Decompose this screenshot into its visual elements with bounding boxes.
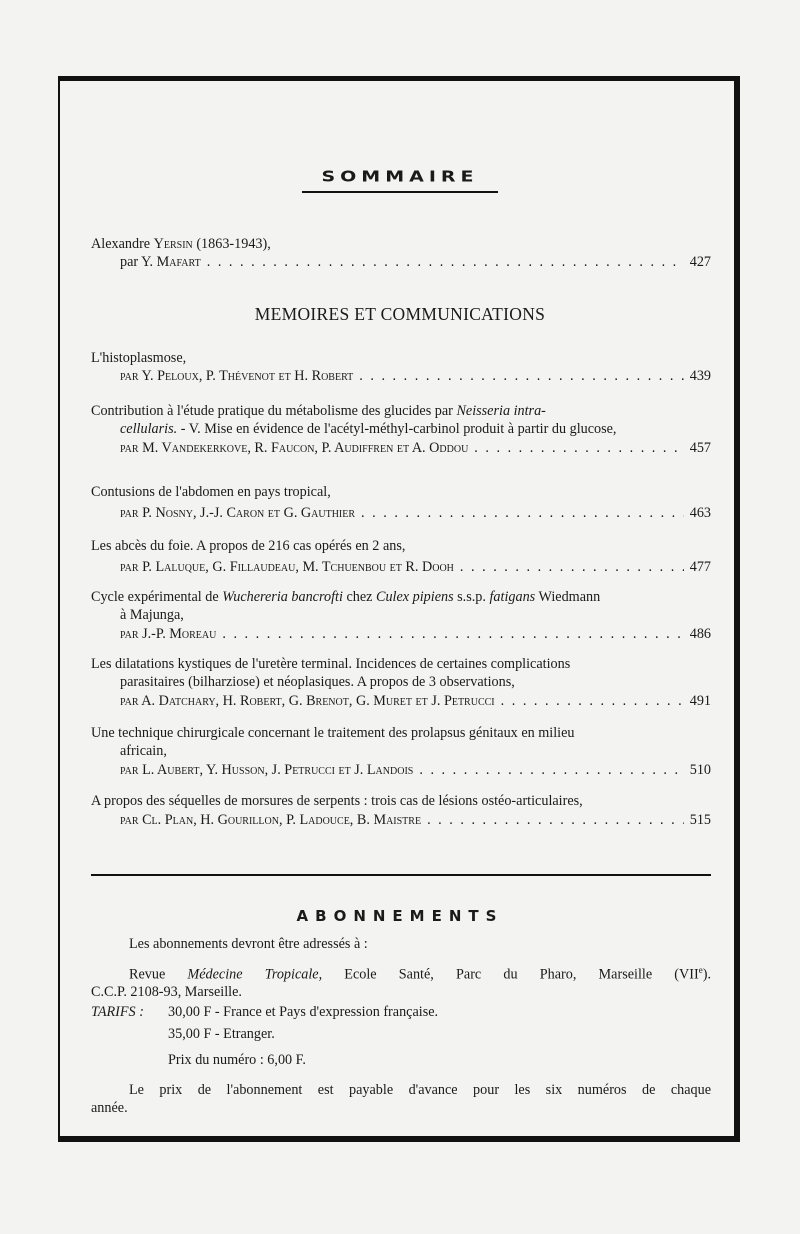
entry-page: 491 (689, 693, 711, 709)
entry-page: 477 (689, 558, 711, 575)
leader-dots (207, 254, 684, 272)
section-divider (91, 874, 711, 876)
entry-title: Une technique chirurgicale concernant le traitement des prolapsus génitaux en milieu (91, 725, 575, 741)
toc-entry (91, 484, 711, 522)
entry-title: A propos des séquelles de morsures de serpents : trois cas de lésions ostéo-articulaires, (91, 793, 583, 809)
toc-entry (91, 350, 711, 385)
leader-dots (474, 440, 683, 458)
entry-title: Les dilatations kystiques de l'uretère terminal. Incidences de certaines complications (91, 656, 571, 672)
entry-title: Contusions de l'abdomen en pays tropical, (91, 484, 331, 500)
section-heading: MEMOIRES ET COMMUNICATIONS (254, 304, 546, 324)
entry-page: 457 (689, 440, 711, 456)
entry-author: par P. Laluque, G. Fillaudeau, M. Tchuenbou et R. Dooh (120, 558, 454, 575)
abonnements-address: Revue Médecine Tropicale, Ecole Santé, Parc du Pharo, Marseille (VIIe). C.C.P. 2108-93, Marseille. (91, 965, 712, 1001)
entry-author: par A. Datchary, H. Robert, G. Brenot, G. Muret et J. Petrucci (120, 693, 495, 709)
entry-author: par J.-P. Moreau (120, 626, 217, 642)
entry-page: 439 (689, 367, 711, 384)
payment-note: Le prix de l'abonnement est payable d'avance pour les six numéros de chaque année. (91, 1082, 711, 1116)
entry-title: Contribution à l'étude pratique du métabolisme des glucides par Neisseria intra- (91, 403, 546, 419)
abonnements-title: ABONNEMENTS (296, 907, 504, 925)
entry-page: 486 (689, 626, 711, 642)
title-underline (302, 191, 498, 193)
entry-title: Cycle expérimental de Wuchereria bancrofti chez Culex pipiens s.s.p. fatigans Wiedmann (91, 589, 601, 605)
prix-numero: Prix du numéro : 6,00 F. (168, 1052, 306, 1068)
leader-dots (361, 505, 684, 523)
leader-dots (222, 626, 683, 644)
ccp-number: C.C.P. 2108-93, Marseille. (91, 984, 242, 1001)
entry-author: par Y. Mafart (120, 253, 201, 270)
entry-author: par P. Nosny, J.-J. Caron et G. Gauthier (120, 504, 356, 521)
toc-entry: Les dilatations kystiques de l'uretère terminal. Incidences de certaines complications parasitaires (bilharziose) et néoplasiques. A propos de 3 observations, par A. Datchary, H. Robert, G. Brenot, G. Muret et J. Petrucci . . . 491 (91, 656, 711, 711)
entry-subject-name: Yersin (153, 236, 193, 252)
entry-title: Les abcès du foie. A propos de 216 cas opérés en 2 ans, (91, 538, 406, 554)
tarif-etranger: 35,00 F - Etranger. (168, 1026, 275, 1042)
toc-entry (91, 538, 711, 576)
leader-dots (460, 559, 684, 577)
tarifs-label: TARIFS : (91, 1004, 144, 1020)
entry-author: par Cl. Plan, H. Gourillon, P. Ladouce, B. Maistre (120, 811, 422, 828)
leader-dots (501, 693, 684, 711)
entry-author: par L. Aubert, Y. Husson, J. Petrucci et J. Landois (120, 762, 414, 778)
toc-entry: Une technique chirurgicale concernant le traitement des prolapsus génitaux en milieu africain, par L. Aubert, Y. Husson, J. Petrucci et J. Landois . . . 510 (91, 725, 711, 780)
entry-title: L'histoplasmose, (91, 350, 187, 366)
sommaire-title: SOMMAIRE (321, 168, 479, 186)
toc-entry: Cycle expérimental de Wuchereria bancrofti chez Culex pipiens s.s.p. fatigans Wiedmann à Majunga, par J.-P. Moreau . . . 486 (91, 589, 711, 644)
tarif-france: 30,00 F - France et Pays d'expression française. (168, 1004, 439, 1020)
leader-dots (419, 762, 683, 780)
leader-dots (359, 368, 683, 386)
entry-page: 427 (689, 253, 711, 270)
entry-page: 515 (689, 811, 711, 828)
toc-entry (91, 793, 711, 829)
entry-author: par M. Vandekerkove, R. Faucon, P. Audiffren et A. Oddou (120, 440, 469, 456)
entry-author: par Y. Peloux, P. Thévenot et H. Robert (120, 367, 354, 384)
toc-entry-yersin: Alexandre Yersin (1863-1943), par Y. Mafart . . . 427 (91, 236, 711, 271)
entry-page: 510 (689, 762, 711, 778)
abonnements-intro: Les abonnements devront être adressés à : (129, 936, 368, 952)
leader-dots (427, 812, 684, 830)
entry-page: 463 (689, 504, 711, 521)
toc-entry: Contribution à l'étude pratique du métabolisme des glucides par Neisseria intra- cellularis. - V. Mise en évidence de l'acétyl-méthyl-carbinol produit à partir du glucose, par M. Vandekerkove, R. Faucon, P. Audiffren et A. Oddou . . . 457 (91, 403, 711, 458)
